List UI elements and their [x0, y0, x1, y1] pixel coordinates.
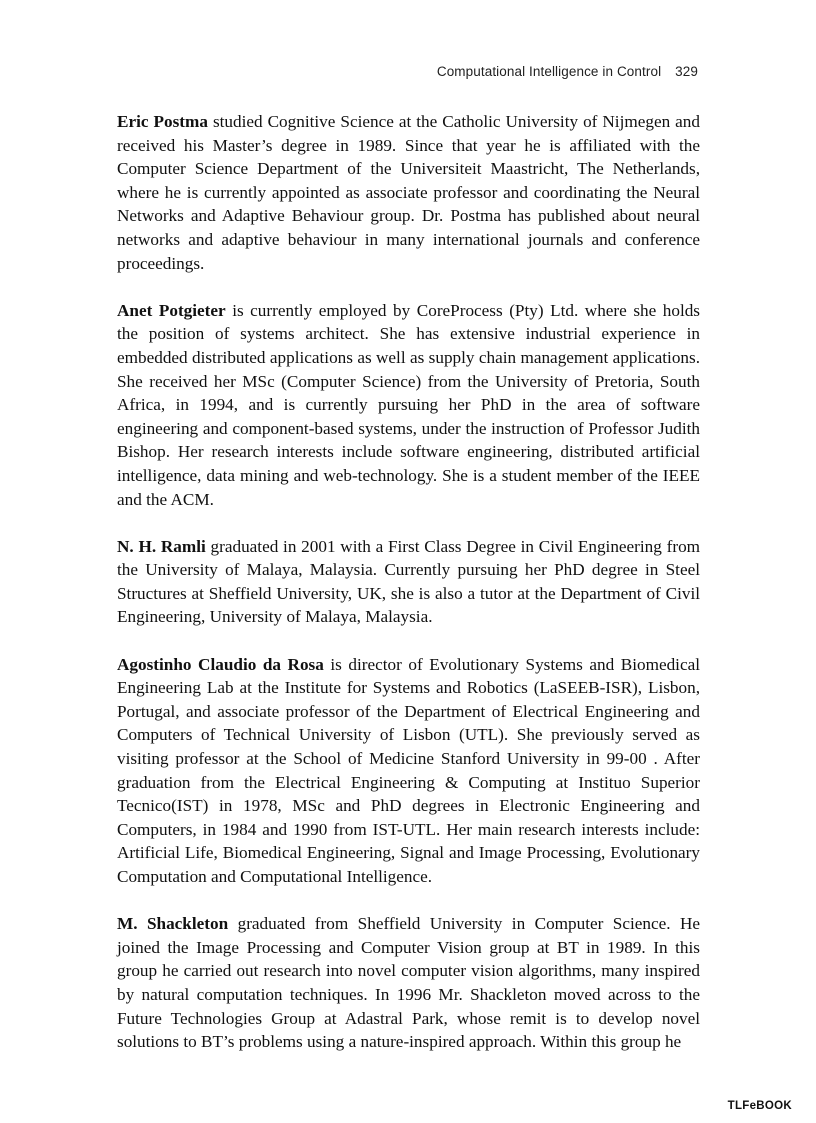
biographies-text — [117, 110, 700, 1077]
bio-paragraph-postma — [117, 110, 700, 275]
page-number: 329 — [675, 64, 698, 79]
bio-text: studied Cognitive Science at the Catholic University of Nijmegen and received his Master’s degree in 1989. Since that year he is affiliated with the Computer Science Department of the Universiteit Maastricht, The Netherlands, where he is currently appointed as associate professor and coordinating the Neural Networks and Adaptive Behaviour group. Dr. Postma has published about neural networks and adaptive behaviour in many international journals and conference proceedings. — [117, 112, 700, 273]
running-header — [437, 64, 698, 79]
bio-text: is director of Evolutionary Systems and Biomedical Engineering Lab at the Institute for Systems and Robotics (LaSEEB-ISR), Lisbon, Portugal, and associate professor of the Department of Electrical Engineering and Computers of Technical University of Lisbon (UTL). She previously served as visiting professor at the School of Medicine Stanford University in 99-00 . After graduation from the Electrical Engineering & Computing at Instituo Superior Tecnico(IST) in 1978, MSc and PhD degrees in Electronic Engineering and Computers, in 1984 and 1990 from IST-UTL. Her main research interests include: Artificial Life, Biomedical Engineering, Signal and Image Processing, Evolutionary Computation and Computational Intelligence. — [117, 654, 700, 886]
bio-paragraph-ramli — [117, 535, 700, 629]
bio-paragraph-rosa — [117, 653, 700, 889]
bio-name: M. Shackleton — [117, 914, 229, 934]
bio-name: N. H. Ramli — [117, 536, 206, 556]
bio-name: Anet Potgieter — [117, 300, 226, 320]
footer-watermark: TLFeBOOK — [727, 1100, 792, 1112]
bio-name: Agostinho Claudio da Rosa — [117, 654, 324, 674]
running-title: Computational Intelligence in Control — [436, 64, 662, 79]
bio-name: Eric Postma — [117, 112, 208, 131]
bio-text: graduated from Sheffield University in Computer Science. He joined the Image Processing and Computer Vision group at BT in 1989. In this group he carried out research into novel computer vision algorithms, many inspired by natural computation techniques. In 1996 Mr. Shackleton moved across to the Future Technologies Group at Adastral Park, whose remit is to develop novel solutions to BT’s problems using a nature-inspired approach. Within this group he — [117, 914, 701, 1052]
bio-text: is currently employed by CoreProcess (Pty) Ltd. where she holds the position of systems architect. She has extensive industrial experience in embedded distributed applications as well as supply chain management applications. She received her MSc (Computer Science) from the University of Pretoria, South Africa, in 1994, and is currently pursuing her PhD in the area of software engineering and component-based systems, under the instruction of Professor Judith Bishop. Her research interests include software engineering, distributed artificial intelligence, data mining and web-technology. She is a student member of the IEEE and the ACM. — [117, 300, 700, 509]
bio-paragraph-potgieter — [117, 299, 700, 511]
bio-text: graduated in 2001 with a First Class Degree in Civil Engineering from the University of Malaya, Malaysia. Currently pursuing her PhD degree in Steel Structures at Sheffield University, UK, she is also a tutor at the Department of Civil Engineering, University of Malaya, Malaysia. — [117, 536, 701, 627]
bio-paragraph-shackleton — [117, 912, 700, 1054]
